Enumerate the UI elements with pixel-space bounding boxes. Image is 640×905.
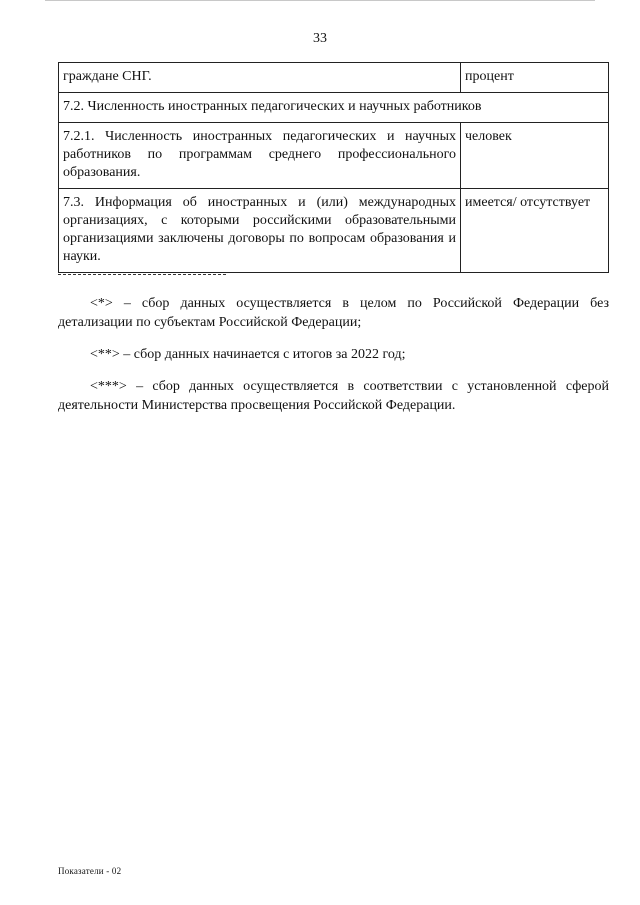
table-row <box>59 189 609 273</box>
footnote: <**> – сбор данных начинается с итогов за 2022 год; <box>90 347 406 362</box>
table-row <box>59 63 609 93</box>
footnote: <*> – сбор данных осуществляется в целом по Российской Федерации без детализации по субъектам Российской Федерации; <box>58 296 609 330</box>
unit-cell: имеется/ отсутствует <box>461 189 609 273</box>
table-row <box>59 123 609 189</box>
table-row <box>59 93 609 123</box>
section-heading-cell: 7.2. Численность иностранных педагогических и научных работников <box>59 93 609 123</box>
indicator-cell: 7.3. Информация об иностранных и (или) международных организациях, с которыми российскими образовательными организациями заключены договоры по вопросам образования и науки. <box>59 189 461 273</box>
footnotes <box>58 294 609 428</box>
top-edge-rule <box>45 0 595 2</box>
unit-cell: процент <box>461 63 609 93</box>
indicator-cell: 7.2.1. Численность иностранных педагогических и научных работников по программам среднего профессионального образования. <box>59 123 461 189</box>
indicator-cell: граждане СНГ. <box>59 63 461 93</box>
page-number: 33 <box>313 31 327 46</box>
footnote-separator <box>58 274 226 275</box>
footnote: <***> – сбор данных осуществляется в соответствии с установленной сферой деятельности Министерства просвещения Российской Федерации. <box>58 379 609 413</box>
unit-cell: человек <box>461 123 609 189</box>
footer-label: Показатели - 02 <box>58 866 122 876</box>
indicators-table <box>58 62 609 273</box>
